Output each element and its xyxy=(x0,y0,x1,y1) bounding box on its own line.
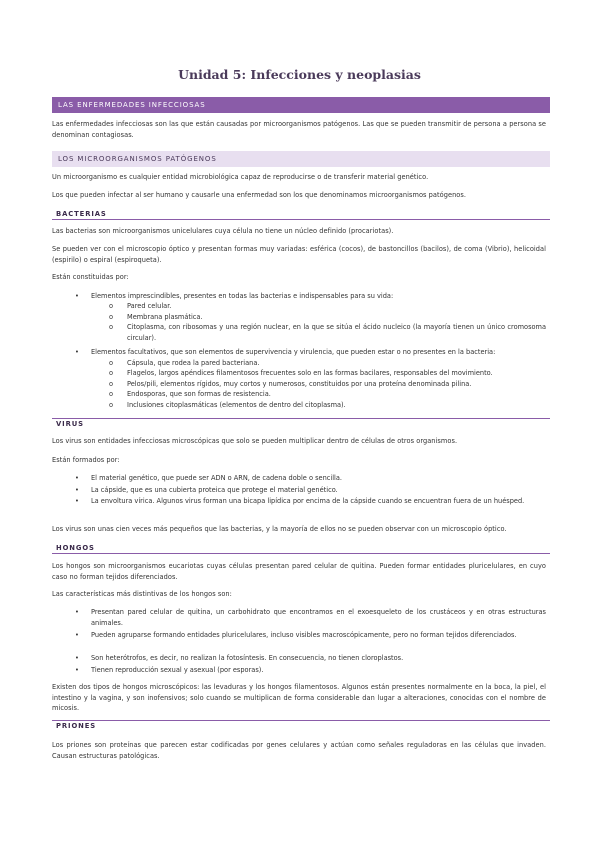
bullet-icon: • xyxy=(75,474,79,482)
list-item: La cápside, que es una cubierta proteica que protege el material genético. xyxy=(91,486,338,494)
paragraph: Existen dos tipos de hongos microscópicos: las levaduras y los hongos filamentosos. Algunos están presentes normalmente en la boca, la piel, el intestino y la vagina, y son inofensivos; solo cuando se multiplican de forma considerable dan lugar a alteraciones, conocidas con el nombre de micosis. xyxy=(52,683,546,712)
paragraph: Las bacterias son microorganismos unicelulares cuya célula no tiene un núcleo definido (procariotas). xyxy=(52,227,394,235)
section-heading-enfermedades: LAS ENFERMEDADES INFECCIOSAS xyxy=(52,97,550,113)
paragraph: Se pueden ver con el microscopio óptico y presentan formas muy variadas: esférica (cocos), de bastoncillos (bacilos), de coma (Vibrio), helicoidal (espirilo) o espiral (espiroqueta). xyxy=(52,245,546,264)
list-item: Inclusiones citoplasmáticas (elementos de dentro del citoplasma). xyxy=(127,401,346,409)
paragraph: Un microorganismo es cualquier entidad microbiológica capaz de reproducirse o de transferir material genético. xyxy=(52,173,429,181)
subsection-heading-priones: PRIONES xyxy=(52,720,550,731)
subsection-heading-bacterias: BACTERIAS xyxy=(52,209,550,220)
hollow-bullet-icon: o xyxy=(109,313,114,321)
list-item: El material genético, que puede ser ADN o ARN, de cadena doble o sencilla. xyxy=(91,474,343,482)
hollow-bullet-icon: o xyxy=(109,323,114,331)
bullet-icon: • xyxy=(75,666,79,674)
subsection-heading-virus: VIRUS xyxy=(52,418,550,429)
paragraph: Los hongos son microorganismos eucariotas cuyas células presentan pared celular de quitina. Pueden formar entidades pluricelulares, en cuyo caso no forman tejidos diferenciados. xyxy=(52,562,546,581)
hollow-bullet-icon: o xyxy=(109,380,114,388)
paragraph: Las características más distintivas de los hongos son: xyxy=(52,590,232,598)
paragraph: Los virus son entidades infecciosas microscópicas que solo se pueden multiplicar dentro de células de otros organismos. xyxy=(52,437,458,445)
hollow-bullet-icon: o xyxy=(109,390,114,398)
paragraph: Las enfermedades infecciosas son las que están causadas por microorganismos patógenos. Las que se pueden transmitir de persona a persona se denominan contagiosas. xyxy=(52,120,546,139)
list-item: Membrana plasmática. xyxy=(127,313,203,321)
hollow-bullet-icon: o xyxy=(109,401,114,409)
bullet-icon: • xyxy=(75,292,79,300)
bullet-icon: • xyxy=(75,497,79,505)
page-title: Unidad 5: Infecciones y neoplasias xyxy=(178,67,421,82)
paragraph: Los priones son proteínas que parecen estar codificadas por genes celulares y actúan como señales reguladoras en las células que invaden. Causan estructuras patológicas. xyxy=(52,741,546,760)
paragraph: Están formados por: xyxy=(52,456,120,464)
list-item: Pelos/pili, elementos rígidos, muy cortos y numerosos, constituidos por una proteína denominada pilina. xyxy=(127,380,472,388)
list-item: Elementos facultativos, que son elementos de supervivencia y virulencia, que pueden estar o no presentes en la bacteria: xyxy=(91,348,496,356)
bullet-icon: • xyxy=(75,654,79,662)
list-item: Pared celular. xyxy=(127,302,172,310)
list-item: Cápsula, que rodea la pared bacteriana. xyxy=(127,359,260,367)
section-heading-microorganismos: LOS MICROORGANISMOS PATÓGENOS xyxy=(52,151,550,167)
subsection-heading-hongos: HONGOS xyxy=(52,543,550,554)
paragraph: Los que pueden infectar al ser humano y causarle una enfermedad son los que denominamos microorganismos patógenos. xyxy=(52,191,467,199)
list-item: Citoplasma, con ribosomas y una región nuclear, en la que se sitúa el ácido nucleico (la mayoría tienen un único cromosoma circular). xyxy=(127,323,546,342)
bullet-icon: • xyxy=(75,631,79,639)
list-item: Pueden agruparse formando entidades pluricelulares, incluso visibles macroscópicamente, pero no forman tejidos diferenciados. xyxy=(91,631,517,639)
bullet-icon: • xyxy=(75,348,79,356)
list-item: Presentan pared celular de quitina, un carbohidrato que encontramos en el exoesqueleto de los crustáceos y en otras estructuras animales. xyxy=(91,608,546,627)
list-item: Flagelos, largos apéndices filamentosos frecuentes solo en las formas bacilares, responsables del movimiento. xyxy=(127,369,493,377)
bullet-icon: • xyxy=(75,608,79,616)
list-item: Tienen reproducción sexual y asexual (por esporas). xyxy=(91,666,264,674)
list-item: Endosporas, que son formas de resistencia. xyxy=(127,390,271,398)
hollow-bullet-icon: o xyxy=(109,302,114,310)
list-item: Son heterótrofos, es decir, no realizan la fotosíntesis. En consecuencia, no tienen cloroplastos. xyxy=(91,654,404,662)
hollow-bullet-icon: o xyxy=(109,359,114,367)
list-item: Elementos imprescindibles, presentes en todas las bacterias e indispensables para su vida: xyxy=(91,292,394,300)
paragraph: Están constituidas por: xyxy=(52,273,129,281)
paragraph: Los virus son unas cien veces más pequeños que las bacterias, y la mayoría de ellos no se pueden observar con un microscopio óptico. xyxy=(52,525,507,533)
bullet-icon: • xyxy=(75,486,79,494)
list-item: La envoltura vírica. Algunos virus forman una bicapa lipídica por encima de la cápside cuando se encuentran fuera de un huésped. xyxy=(91,497,525,505)
hollow-bullet-icon: o xyxy=(109,369,114,377)
